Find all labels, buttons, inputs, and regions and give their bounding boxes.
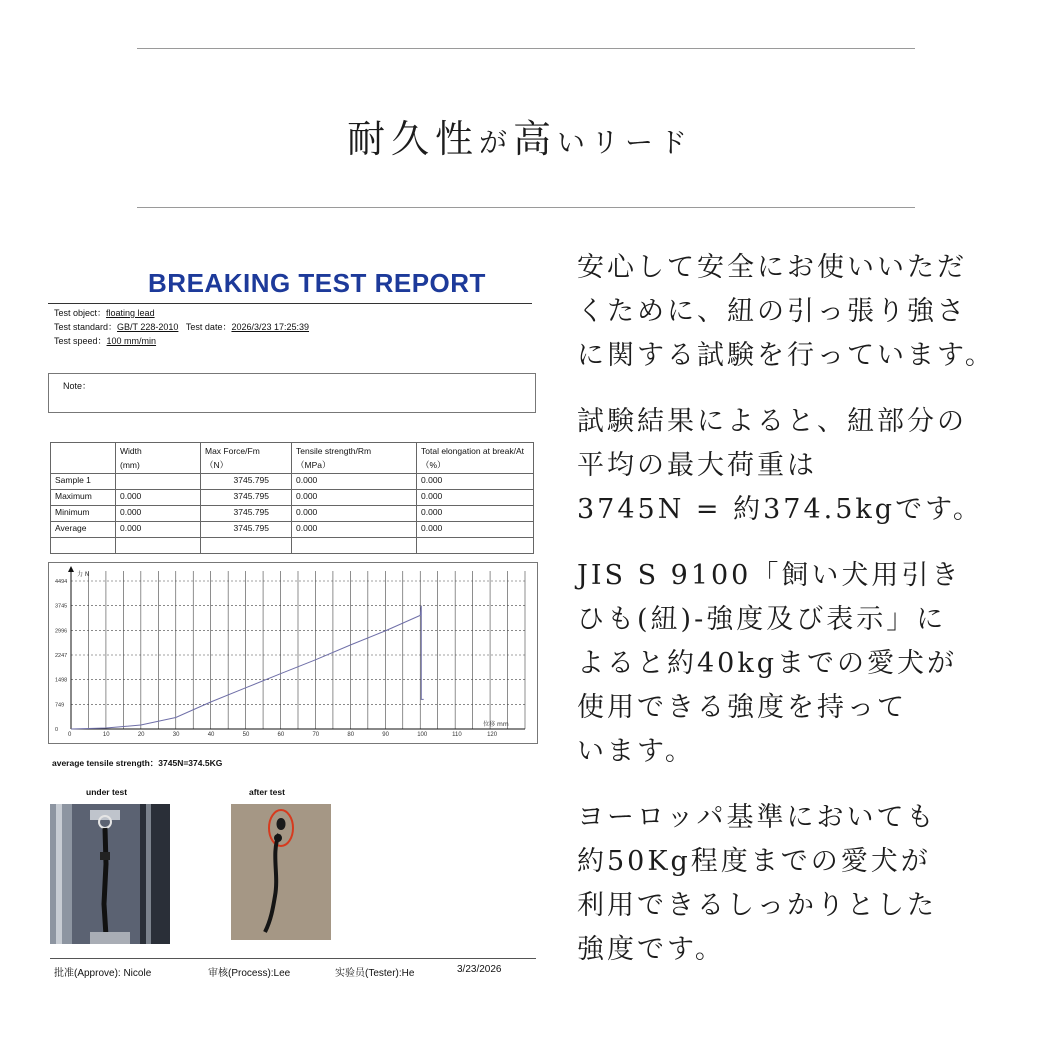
test-standard-label: Test standard： bbox=[54, 322, 118, 332]
results-table bbox=[50, 442, 534, 554]
after-test-label: after test bbox=[249, 787, 285, 797]
tester-signature: 实验员(Tester):He bbox=[335, 968, 415, 979]
table-cell bbox=[116, 538, 201, 554]
table-cell: 0.000 bbox=[417, 522, 534, 538]
x-tick-label: 50 bbox=[242, 732, 250, 738]
table-header bbox=[51, 443, 116, 474]
table-cell bbox=[116, 474, 201, 490]
test-speed-value: 100 mm/min bbox=[106, 336, 157, 346]
description-line: 試験結果によると、紐部分の bbox=[577, 406, 967, 437]
table-cell: 0.000 bbox=[116, 522, 201, 538]
x-tick-label: 120 bbox=[487, 732, 498, 738]
description-line: よると約40kgまでの愛犬が bbox=[577, 648, 958, 679]
table-header: Total elongation at break/At （%） bbox=[417, 443, 534, 474]
description-line: に関する試験を行っています。 bbox=[577, 340, 995, 371]
table-cell: 3745.795 bbox=[201, 506, 292, 522]
series-line bbox=[71, 606, 424, 729]
x-tick-label: 100 bbox=[417, 732, 428, 738]
x-axis-label: 位移 mm bbox=[483, 721, 509, 728]
y-tick-label: 2996 bbox=[55, 628, 68, 635]
report-meta bbox=[54, 306, 538, 348]
title-part: が bbox=[478, 126, 513, 159]
x-tick-label: 110 bbox=[452, 732, 462, 738]
description-paragraph bbox=[577, 554, 1027, 774]
title-part: いリード bbox=[557, 126, 694, 159]
table-cell: Sample 1 bbox=[51, 474, 116, 490]
table-cell bbox=[417, 538, 534, 554]
y-axis-label: 力 N bbox=[77, 571, 90, 578]
chart-svg bbox=[49, 563, 537, 743]
x-tick-label: 0 bbox=[68, 732, 72, 738]
table-cell: 0.000 bbox=[417, 490, 534, 506]
x-tick-label: 40 bbox=[207, 732, 215, 738]
table-row bbox=[51, 538, 534, 554]
x-tick-label: 20 bbox=[137, 732, 145, 738]
description-paragraph bbox=[577, 246, 1027, 378]
y-tick-label: 1498 bbox=[55, 677, 68, 684]
table-row bbox=[51, 474, 534, 490]
force-displacement-chart bbox=[48, 562, 538, 744]
y-axis-arrow bbox=[68, 566, 74, 572]
report-title: BREAKING TEST REPORT bbox=[148, 268, 486, 298]
x-tick-label: 10 bbox=[102, 732, 110, 738]
title-part: 高 bbox=[513, 117, 558, 161]
description bbox=[577, 246, 1027, 992]
title-part: 耐久性 bbox=[346, 117, 479, 161]
description-line: ヨーロッパ基準においても bbox=[577, 802, 937, 833]
y-tick-label: 4494 bbox=[55, 579, 68, 585]
test-object-value: floating lead bbox=[106, 308, 155, 318]
y-tick-label: 749 bbox=[55, 702, 65, 709]
table-cell: 3745.795 bbox=[201, 474, 292, 490]
table-cell: 3745.795 bbox=[201, 490, 292, 506]
table-header: Tensile strength/Rm （MPa） bbox=[292, 443, 417, 474]
description-line: います。 bbox=[577, 736, 695, 767]
description-line: 強度です。 bbox=[577, 934, 725, 965]
description-line: 3745N = 約374.5kgです。 bbox=[577, 494, 983, 525]
x-tick-label: 90 bbox=[382, 732, 389, 738]
under-test-label: under test bbox=[86, 787, 128, 797]
table-cell: Minimum bbox=[51, 506, 116, 522]
test-date-label: Test date： bbox=[185, 322, 232, 332]
x-tick-label: 30 bbox=[172, 732, 180, 738]
table-cell bbox=[51, 538, 116, 554]
approve-signature: 批准(Approve): Nicole bbox=[54, 968, 152, 979]
report-title-underline bbox=[48, 303, 532, 304]
test-date-value: 2026/3/23 17:25:39 bbox=[231, 322, 310, 332]
table-cell: 0.000 bbox=[417, 506, 534, 522]
table-header: Max Force/Fm （N） bbox=[201, 443, 292, 474]
table-cell bbox=[292, 538, 417, 554]
description-line: 約50Kg程度までの愛犬が bbox=[577, 846, 931, 877]
table-cell: Maximum bbox=[51, 490, 116, 506]
table-cell: 0.000 bbox=[292, 522, 417, 538]
table-header: Width (mm) bbox=[116, 443, 201, 474]
table-cell: 0.000 bbox=[116, 506, 201, 522]
page-title bbox=[0, 108, 1040, 163]
after-test-photo bbox=[231, 804, 331, 940]
x-tick-label: 70 bbox=[312, 732, 320, 738]
table-row bbox=[51, 490, 534, 506]
x-tick-label: 80 bbox=[347, 732, 355, 738]
description-line: 安心して安全にお使いいただ bbox=[577, 252, 967, 283]
y-tick-label: 0 bbox=[55, 727, 59, 733]
description-line: JIS S 9100「飼い犬用引き bbox=[577, 560, 962, 591]
description-line: 平均の最大荷重は bbox=[577, 450, 817, 481]
table-cell: 0.000 bbox=[292, 490, 417, 506]
description-line: ひも(紐)-強度及び表示」に bbox=[577, 604, 947, 635]
description-line: 使用できる強度を持って bbox=[577, 692, 907, 723]
table-cell: Average bbox=[51, 522, 116, 538]
table-cell: 0.000 bbox=[292, 506, 417, 522]
x-tick-label: 60 bbox=[277, 732, 285, 738]
table-cell: 3745.795 bbox=[201, 522, 292, 538]
test-standard-value: GB/T 228-2010 bbox=[117, 322, 179, 332]
breaking-test-report bbox=[48, 268, 538, 979]
table-cell: 0.000 bbox=[292, 474, 417, 490]
table-cell: 0.000 bbox=[116, 490, 201, 506]
test-object-label: Test object： bbox=[54, 308, 107, 318]
note-label: Note： bbox=[63, 381, 92, 391]
under-test-photo bbox=[50, 804, 170, 944]
sign-date: 3/23/2026 bbox=[457, 964, 502, 975]
note-box bbox=[48, 373, 536, 413]
table-header-row bbox=[51, 443, 534, 474]
description-line: 利用できるしっかりとした bbox=[577, 890, 937, 921]
process-signature: 审核(Process):Lee bbox=[208, 968, 291, 979]
test-speed-label: Test speed： bbox=[54, 336, 107, 346]
bottom-divider bbox=[137, 207, 915, 208]
y-tick-label: 3745 bbox=[55, 603, 68, 610]
table-cell: 0.000 bbox=[417, 474, 534, 490]
table-cell bbox=[201, 538, 292, 554]
description-paragraph bbox=[577, 796, 1027, 972]
description-line: くために、紐の引っ張り強さ bbox=[577, 296, 967, 327]
table-row bbox=[51, 522, 534, 538]
description-paragraph bbox=[577, 400, 1027, 532]
table-row bbox=[51, 506, 534, 522]
average-tensile-strength: average tensile strength：3745N=374.5KG bbox=[52, 758, 223, 768]
y-tick-label: 2247 bbox=[55, 653, 68, 659]
top-divider bbox=[137, 48, 915, 49]
signature-line bbox=[50, 958, 536, 959]
